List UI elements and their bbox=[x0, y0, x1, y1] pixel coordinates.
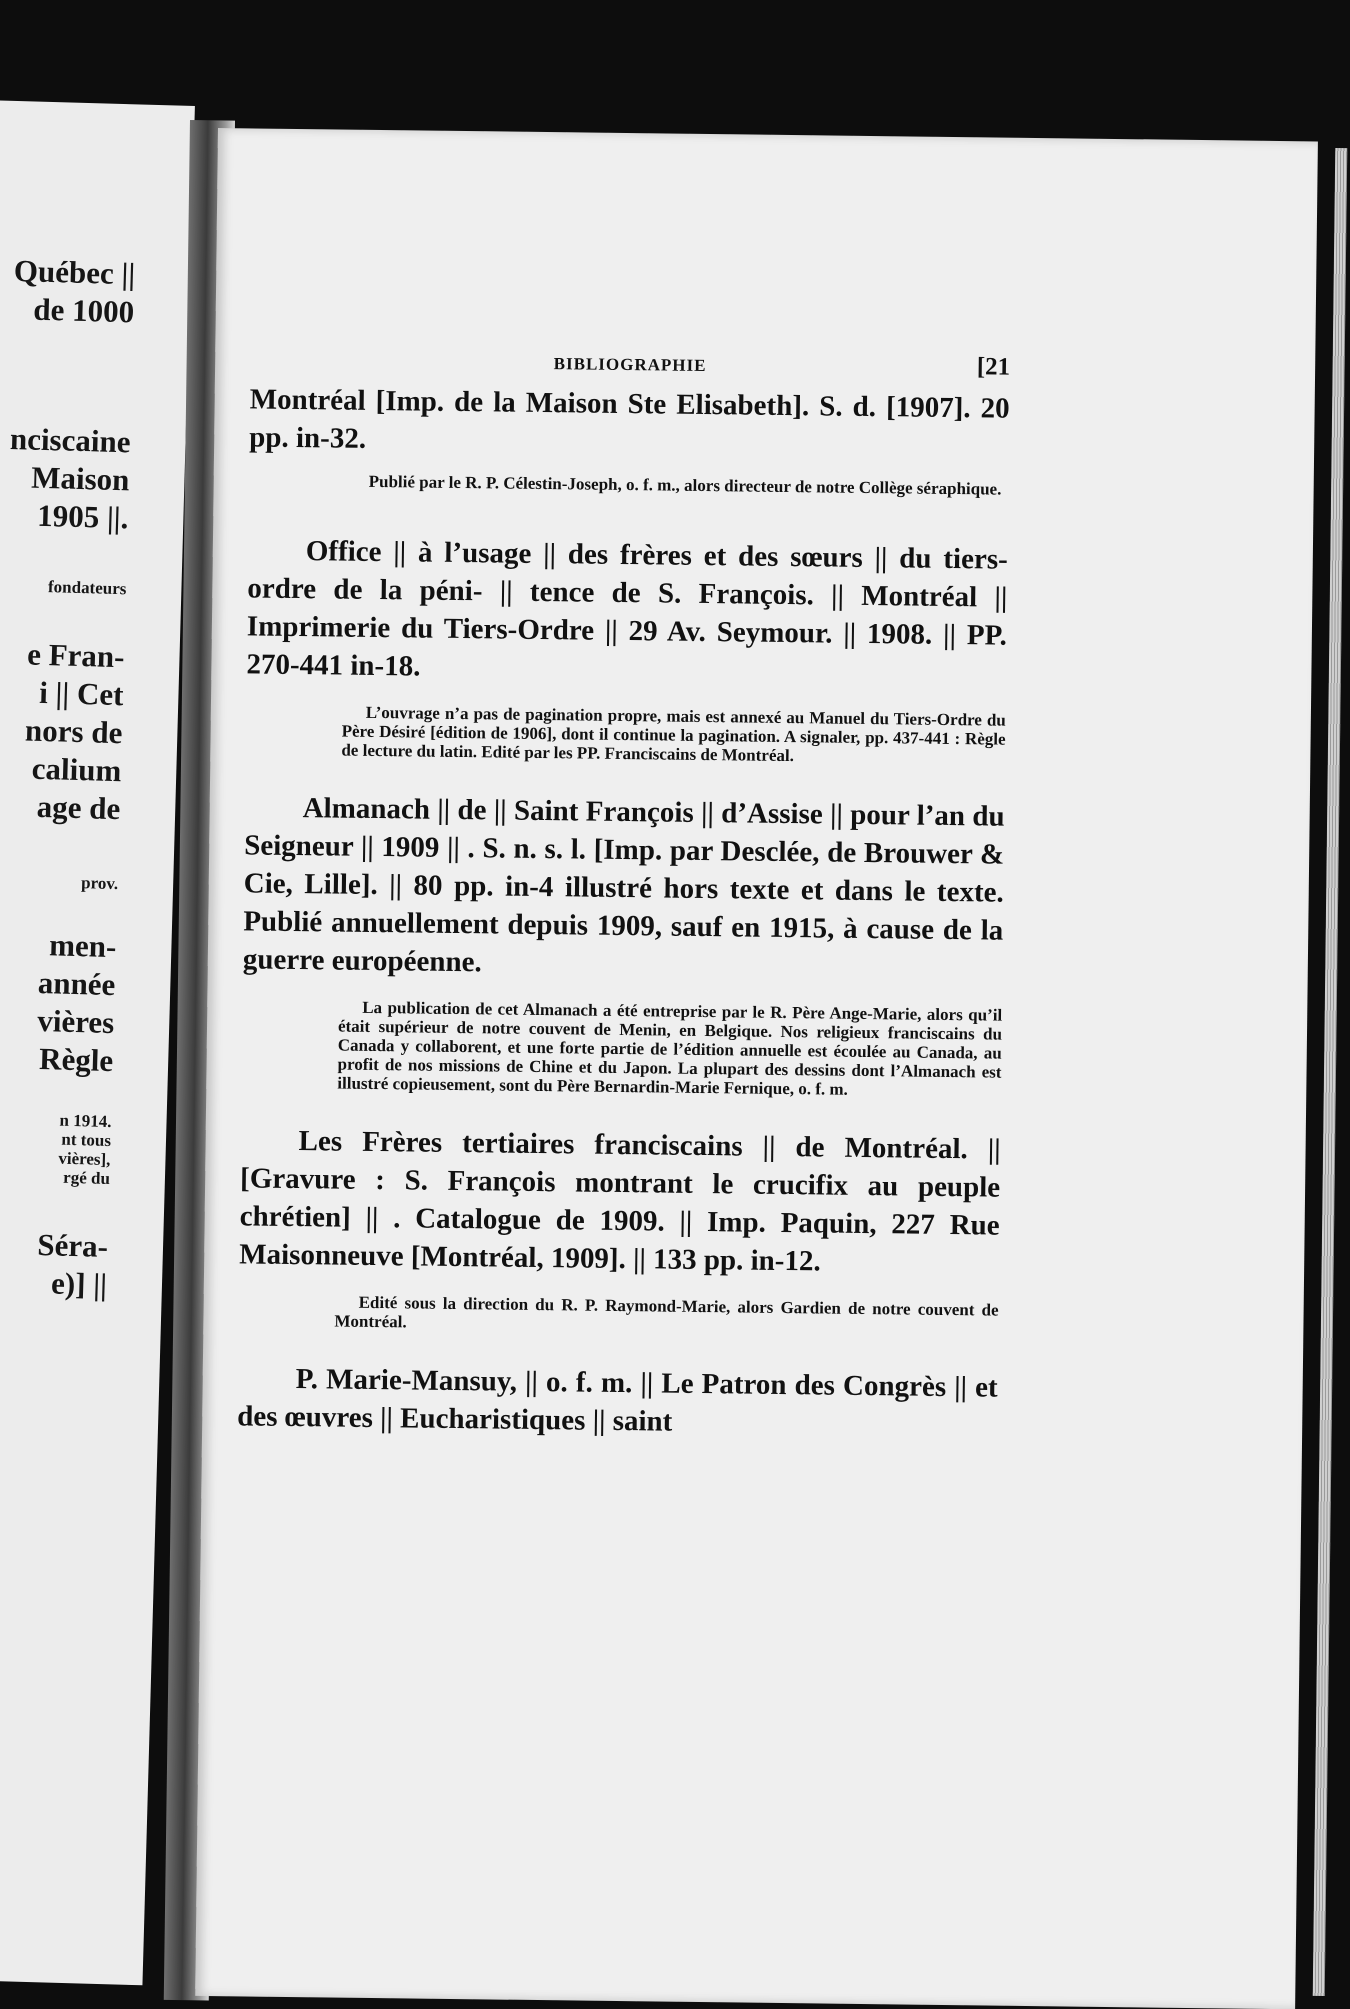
entry-note: La publication de cet Almanach a été entreprise par le R. Père Ange-Marie, alors qu’il était supérieur de notre couvent de Menin, en Belgique. Nos religieux franciscains du Canada y collaborent, et une forte partie de l’édition annuelle est écoulée au Canada, au profit de nos missions de Chine et du Japon. La plupart des dessins dont l’Almanach est illustré copieusement, sont du Père Bernardin-Marie Fernique, o. f. m. bbox=[337, 997, 1003, 1099]
left-page-text-fragment: Québec || bbox=[13, 253, 136, 292]
entry-block bbox=[238, 1121, 1000, 1338]
page-header bbox=[250, 338, 1010, 387]
left-page-text-fragment: age de bbox=[36, 788, 121, 827]
bibliography-entry: P. Marie-Mansuy, || o. f. m. || Le Patron des Congrès || et des œuvres || Eucharistiques || saint bbox=[237, 1363, 998, 1438]
left-page-text-fragment: nt tous bbox=[61, 1129, 112, 1151]
left-page-text-fragment: i || Cet bbox=[38, 674, 124, 713]
page-content bbox=[237, 338, 1010, 1444]
left-page-text-fragment: e)] || bbox=[50, 1265, 108, 1303]
entry-note: Publié par le R. P. Célestin-Joseph, o. f. m., alors directeur de notre Collège séraphique. bbox=[368, 471, 1002, 499]
left-page-text-fragment: Maison bbox=[30, 459, 130, 498]
bibliography-entry: Almanach || de || Saint François || d’Assise || pour l’an du Seigneur || 1909 || . S. n. s. l. [Imp. par Desclée, de Brouwer & Cie, Lille]. || 80 pp. in-4 illustré hors texte et dans le texte. Publié annuellement depuis 1909, sauf en 1915, à cause de la guerre européenne. bbox=[242, 792, 1005, 979]
book-page bbox=[195, 128, 1318, 2009]
entry-block bbox=[237, 1359, 998, 1444]
left-page-text-fragment: vières], bbox=[58, 1148, 111, 1170]
entry-block bbox=[249, 380, 1010, 498]
left-page-text-fragment: vières bbox=[36, 1002, 115, 1041]
left-page-text-fragment: n 1914. bbox=[59, 1110, 112, 1132]
left-page-text-fragment: Séra- bbox=[36, 1227, 109, 1265]
entry-note: Edité sous la direction du R. P. Raymond-Marie, alors Gardien de notre couvent de Montréal. bbox=[334, 1292, 999, 1332]
bibliography-entry: Les Frères tertiaires franciscains || de Montréal. || [Gravure : S. François montrant le crucifix au peuple chrétien] || . Catalogue de 1909. || Imp. Paquin, 227 Rue Maisonneuve [Montréal, 1909]. || 133 pp. in-12. bbox=[239, 1125, 1001, 1278]
left-page-text-fragment: nors de bbox=[24, 712, 123, 751]
left-page-text-fragment: fondateurs bbox=[47, 577, 127, 599]
entry-block bbox=[245, 531, 1008, 767]
bibliography-entry: Office || à l’usage || des frères et des sœurs || du tiers-ordre de la péni- || tence de S. François. || Montréal || Imprimerie du Tiers-Ordre || 29 Av. Seymour. || 1908. || PP. 270-441 in-18. bbox=[246, 535, 1008, 683]
page-edge bbox=[1313, 148, 1348, 1996]
bibliography-entry: Montréal [Imp. de la Maison Ste Elisabeth]. S. d. [1907]. 20 pp. in-32. bbox=[249, 383, 1010, 455]
left-page-text-fragment: nciscaine bbox=[9, 420, 132, 460]
left-page-text-fragment: 1905 ||. bbox=[36, 497, 129, 536]
left-page-text-fragment: rgé du bbox=[62, 1167, 111, 1189]
left-page-text-fragment: de 1000 bbox=[32, 291, 135, 330]
entry-note: L’ouvrage n’a pas de pagination propre, mais est annexé au Manuel du Tiers-Ordre du Père Désiré [édition de 1906], dont il continue la pagination. A signaler, pp. 437-441 : Règle de lecture du latin. Edité par les PP. Franciscains de Montréal. bbox=[341, 702, 1006, 766]
left-page-text-fragment: prov. bbox=[80, 873, 119, 894]
left-facing-page bbox=[0, 100, 195, 1985]
left-page-text-fragment: calium bbox=[31, 750, 122, 789]
left-page-text-fragment: Règle bbox=[38, 1041, 114, 1079]
running-head: BIBLIOGRAPHIE bbox=[553, 354, 707, 375]
left-page-text-fragment: année bbox=[37, 964, 116, 1003]
left-page-text-fragment: men- bbox=[48, 927, 117, 965]
page-number: [21 bbox=[976, 353, 1011, 381]
entry-block bbox=[241, 788, 1005, 1100]
left-page-text-fragment: e Fran- bbox=[26, 636, 125, 675]
